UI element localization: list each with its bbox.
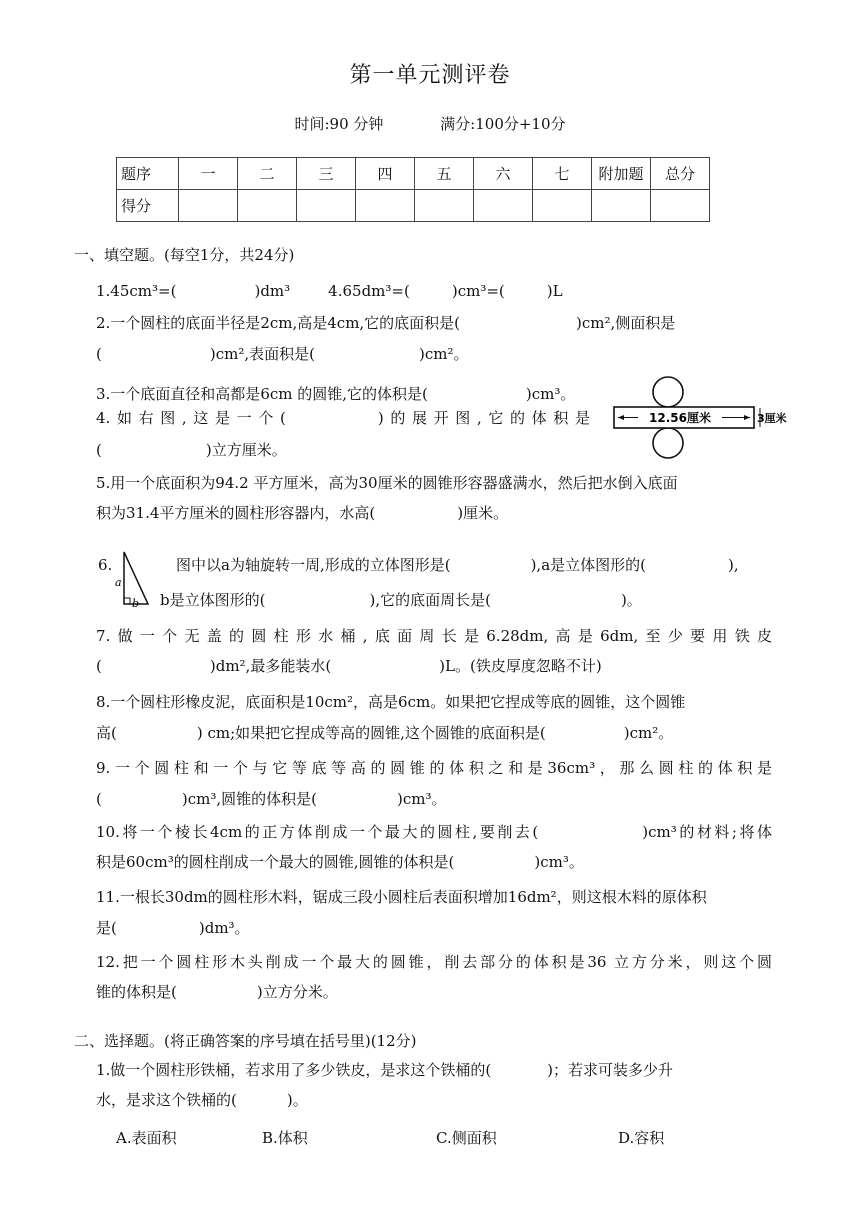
side-b-label: b xyxy=(132,597,140,610)
question-4-line2: ( )立方厘米。 xyxy=(96,441,287,459)
question-2-line2: ( )cm²,表面积是( )cm²。 xyxy=(96,345,469,363)
side-a-label: a xyxy=(115,576,122,589)
right-triangle-figure xyxy=(114,548,158,608)
score-cell[interactable] xyxy=(238,190,297,222)
question-7-line2: ( )dm²,最多能装水( )L。(铁皮厚度忽略不计) xyxy=(96,657,602,675)
question-9-line2: ( )cm³,圆锥的体积是( )cm³。 xyxy=(96,790,447,808)
question-11: 11.一根长30dm的圆柱形木料，锯成三段小圆柱后表面积增加16dm²，则这根木料的原体积 xyxy=(96,888,707,906)
question-2: 2.一个圆柱的底面半径是2cm,高是4cm,它的底面积是( )cm²,侧面积是 xyxy=(96,314,676,332)
question-6: 图中以a为轴旋转一周,形成的立体图形是( ),a是立体图形的( ), xyxy=(176,556,739,574)
exam-meta xyxy=(0,113,860,134)
score-cell[interactable] xyxy=(651,190,710,222)
option-d[interactable]: D.容积 xyxy=(618,1129,665,1147)
score-cell[interactable] xyxy=(297,190,356,222)
score-cell[interactable] xyxy=(592,190,651,222)
header-cell: 六 xyxy=(474,158,533,190)
score-cell[interactable] xyxy=(415,190,474,222)
question-6-line2: b是立体图形的( ),它的底面周长是( )。 xyxy=(160,591,642,609)
score-table-header-row xyxy=(117,158,710,190)
choice-question-1: 1.做一个圆柱形铁桶，若求用了多少铁皮，是求这个铁桶的( )；若求可装多少升 xyxy=(96,1061,674,1079)
question-4: 4.如右图,这是一个( )的展开图,它的体积是 xyxy=(96,409,590,427)
row-label: 得分 xyxy=(117,190,179,222)
height-label: 3厘米 xyxy=(757,412,787,425)
net-top-circle xyxy=(653,377,683,407)
score-cell[interactable] xyxy=(179,190,238,222)
question-7: 7.做一个无盖的圆柱形水桶,底面周长是6.28dm,高是6dm,至少要用铁皮 xyxy=(96,627,772,645)
header-cell: 七 xyxy=(533,158,592,190)
header-cell: 二 xyxy=(238,158,297,190)
right-angle-mark xyxy=(124,598,130,604)
question-6-number: 6. xyxy=(98,556,113,574)
question-9: 9.一个圆柱和一个与它等底等高的圆锥的体积之和是36cm³，那么圆柱的体积是 xyxy=(96,759,772,777)
option-a[interactable]: A.表面积 xyxy=(116,1129,177,1147)
option-c[interactable]: C.侧面积 xyxy=(436,1129,497,1147)
question-5-line2: 积为31.4平方厘米的圆柱形容器内，水高( )厘米。 xyxy=(96,504,509,522)
question-10: 10.将一个棱长4cm的正方体削成一个最大的圆柱,要削去( )cm³的材料;将体 xyxy=(96,823,773,841)
question-11-line2: 是( )dm³。 xyxy=(96,919,250,937)
score-table xyxy=(116,157,710,222)
header-cell: 四 xyxy=(356,158,415,190)
score-cell[interactable] xyxy=(356,190,415,222)
header-cell: 一 xyxy=(179,158,238,190)
length-label: 12.56厘米 xyxy=(649,411,711,425)
header-cell: 附加题 xyxy=(592,158,651,190)
header-cell: 总分 xyxy=(651,158,710,190)
choice-question-1-line2: 水，是求这个铁桶的( )。 xyxy=(96,1091,308,1109)
net-bottom-circle xyxy=(653,428,683,458)
question-10-line2: 积是60cm³的圆柱削成一个最大的圆锥,圆锥的体积是( )cm³。 xyxy=(96,853,584,871)
header-cell: 题序 xyxy=(117,158,179,190)
header-cell: 五 xyxy=(415,158,474,190)
cylinder-net-figure xyxy=(604,375,787,461)
option-b[interactable]: B.体积 xyxy=(262,1129,308,1147)
question-8-line2: 高( ) cm;如果把它捏成等高的圆锥,这个圆锥的底面积是( )cm²。 xyxy=(96,724,674,742)
header-cell: 三 xyxy=(297,158,356,190)
question-8: 8.一个圆柱形橡皮泥，底面积是10cm²，高是6cm。如果把它捏成等底的圆锥，这个圆锥 xyxy=(96,693,686,711)
exam-title: 第一单元测评卷 xyxy=(349,63,511,88)
question-12: 12.把一个圆柱形木头削成一个最大的圆锥，削去部分的体积是36 立方分米，则这个圆 xyxy=(96,953,772,971)
score-cell[interactable] xyxy=(533,190,592,222)
question-5: 5.用一个底面积为94.2 平方厘米，高为30厘米的圆锥形容器盛满水，然后把水倒入底面 xyxy=(96,474,678,492)
section1-heading: 一、填空题。(每空1分，共24分) xyxy=(74,246,295,264)
full-score: 满分:100分+10分 xyxy=(440,115,566,133)
question-3: 3.一个底面直径和高都是6cm 的圆锥,它的体积是( )cm³。 xyxy=(96,385,576,403)
question-1: 1.45cm³=( )dm³ 4.65dm³=( )cm³=( )L xyxy=(96,282,563,300)
score-cell[interactable] xyxy=(474,190,533,222)
section2-heading: 二、选择题。(将正确答案的序号填在括号里)(12分) xyxy=(74,1032,417,1050)
question-12-line2: 锥的体积是( )立方分米。 xyxy=(96,983,338,1001)
time-limit: 时间:90 分钟 xyxy=(294,115,384,133)
score-table-score-row xyxy=(117,190,710,222)
